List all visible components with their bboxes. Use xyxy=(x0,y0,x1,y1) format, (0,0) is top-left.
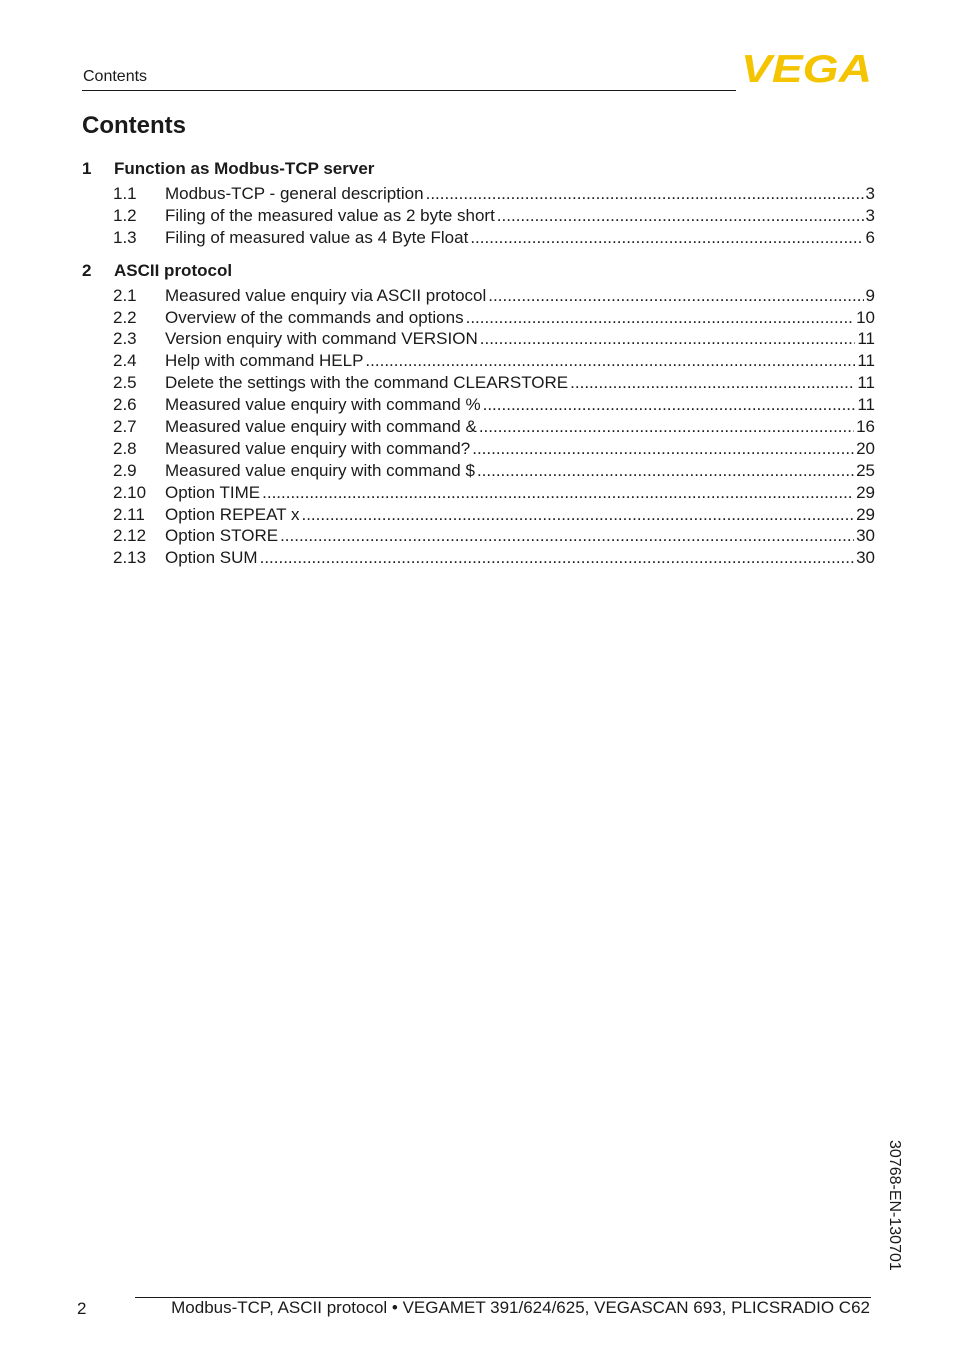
footer-text: Modbus-TCP, ASCII protocol • VEGAMET 391/624/625, VEGASCAN 693, PLICSRADIO C62 xyxy=(171,1298,870,1317)
toc-entry-number: 2.3 xyxy=(113,329,137,349)
toc-entry-page: 29 xyxy=(856,504,875,524)
toc-section-heading[interactable] xyxy=(82,260,875,282)
toc-entry-number: 2.11 xyxy=(113,504,145,524)
toc-entry-title: Option STORE xyxy=(165,526,279,546)
toc-dot-leader xyxy=(470,227,863,249)
toc-entry-page: 3 xyxy=(865,205,875,225)
toc-entry[interactable] xyxy=(82,547,875,569)
toc-entry-page: 30 xyxy=(856,548,875,568)
toc-dot-leader xyxy=(480,328,856,350)
toc-entry-title: Option TIME xyxy=(165,482,261,502)
vega-logo xyxy=(741,50,872,86)
document-code: 30768-EN-130701 xyxy=(886,1140,903,1271)
toc-entry-number: 1.2 xyxy=(113,205,137,225)
footer-page-number: 2 xyxy=(77,1299,87,1318)
toc-entry-page: 11 xyxy=(857,373,875,393)
toc-dot-leader xyxy=(472,438,854,460)
toc-entry-number: 2.12 xyxy=(113,526,147,546)
toc-entry[interactable] xyxy=(82,525,875,547)
toc-section-heading[interactable] xyxy=(82,158,875,180)
toc-entry-page: 16 xyxy=(856,417,875,437)
toc-section-number: 2 xyxy=(82,260,92,280)
toc-dot-leader xyxy=(365,350,855,372)
toc-entry-number: 2.5 xyxy=(113,373,137,393)
toc-entry-title: Option REPEAT x xyxy=(165,504,300,524)
toc-entry[interactable] xyxy=(82,460,875,482)
toc-entry-page: 29 xyxy=(856,482,875,502)
toc-entry-page: 11 xyxy=(857,329,875,349)
toc-entry-title: Measured value enquiry via ASCII protocol xyxy=(165,285,487,305)
toc-entry[interactable] xyxy=(82,183,875,205)
vega-logo-text: VEGA xyxy=(741,50,872,86)
toc-entry[interactable] xyxy=(82,227,875,249)
toc-entry-page: 25 xyxy=(856,460,875,480)
toc-entry[interactable] xyxy=(82,416,875,438)
toc-dot-leader xyxy=(280,525,854,547)
toc-dot-leader xyxy=(479,416,854,438)
toc-entry[interactable] xyxy=(82,285,875,307)
toc-entry-title: Delete the settings with the command CLEARSTORE xyxy=(165,373,569,393)
toc-entry-title: Overview of the commands and options xyxy=(165,307,464,327)
toc-dot-leader xyxy=(262,482,854,504)
toc-entry-title: Filing of the measured value as 2 byte short xyxy=(165,205,495,225)
toc-section-title: Function as Modbus-TCP server xyxy=(114,159,375,178)
toc-entry-title: Modbus-TCP - general description xyxy=(165,184,424,203)
toc-entry[interactable] xyxy=(82,350,875,372)
toc-dot-leader xyxy=(301,504,854,526)
toc-entry-number: 2.8 xyxy=(113,438,137,458)
toc-entry-number: 2.9 xyxy=(113,460,137,480)
toc-entry-page: 3 xyxy=(865,184,875,203)
toc-dot-leader xyxy=(426,183,864,205)
toc-entry-title: Filing of measured value as 4 Byte Float xyxy=(165,227,469,247)
toc-entry[interactable] xyxy=(82,205,875,227)
toc-entry-title: Measured value enquiry with command $ xyxy=(165,460,475,480)
toc-dot-leader xyxy=(260,547,854,569)
toc-entry-page: 11 xyxy=(857,351,875,371)
toc-entry[interactable] xyxy=(82,504,875,526)
toc-entry[interactable] xyxy=(82,328,875,350)
toc-dot-leader xyxy=(483,394,856,416)
toc-entry-number: 2.10 xyxy=(113,482,147,502)
toc-section-number: 1 xyxy=(82,159,92,178)
toc-entry-page: 9 xyxy=(865,285,875,305)
toc-entry[interactable] xyxy=(82,372,875,394)
page-title: Contents xyxy=(82,112,186,139)
toc-entry-title: Measured value enquiry with command? xyxy=(165,438,471,458)
toc-entry-title: Option SUM xyxy=(165,548,258,568)
toc-entry-page: 30 xyxy=(856,526,875,546)
toc-dot-leader xyxy=(570,372,855,394)
running-header: Contents xyxy=(83,68,148,85)
toc-dot-leader xyxy=(497,205,864,227)
toc-entry-number: 1.1 xyxy=(113,184,137,203)
toc-entry[interactable] xyxy=(82,438,875,460)
toc-section xyxy=(82,260,875,570)
toc-entry-number: 2.4 xyxy=(113,351,137,371)
toc-entry[interactable] xyxy=(82,394,875,416)
toc-entry[interactable] xyxy=(82,307,875,329)
toc-dot-leader xyxy=(477,460,854,482)
toc-entry-page: 6 xyxy=(865,227,875,247)
toc-section-title: ASCII protocol xyxy=(114,260,233,280)
toc-entry-title: Version enquiry with command VERSION xyxy=(165,329,478,349)
toc-entry-number: 2.6 xyxy=(113,395,137,415)
header-rule xyxy=(82,90,736,91)
toc-entry-title: Measured value enquiry with command % xyxy=(165,395,481,415)
toc-entry-page: 11 xyxy=(857,395,875,415)
toc-entry-number: 1.3 xyxy=(113,227,137,247)
toc-entry-number: 2.1 xyxy=(113,285,137,305)
toc-entry-number: 2.13 xyxy=(113,548,147,568)
toc-entry-page: 10 xyxy=(856,307,875,327)
toc-section xyxy=(82,158,875,249)
toc-dot-leader xyxy=(466,307,854,329)
table-of-contents xyxy=(82,158,875,569)
toc-entry[interactable] xyxy=(82,482,875,504)
toc-entry-page: 20 xyxy=(856,438,875,458)
toc-entry-number: 2.7 xyxy=(113,417,137,437)
toc-dot-leader xyxy=(488,285,863,307)
toc-entry-number: 2.2 xyxy=(113,307,137,327)
toc-entry-title: Help with command HELP xyxy=(165,351,364,371)
toc-entry-title: Measured value enquiry with command & xyxy=(165,417,477,437)
